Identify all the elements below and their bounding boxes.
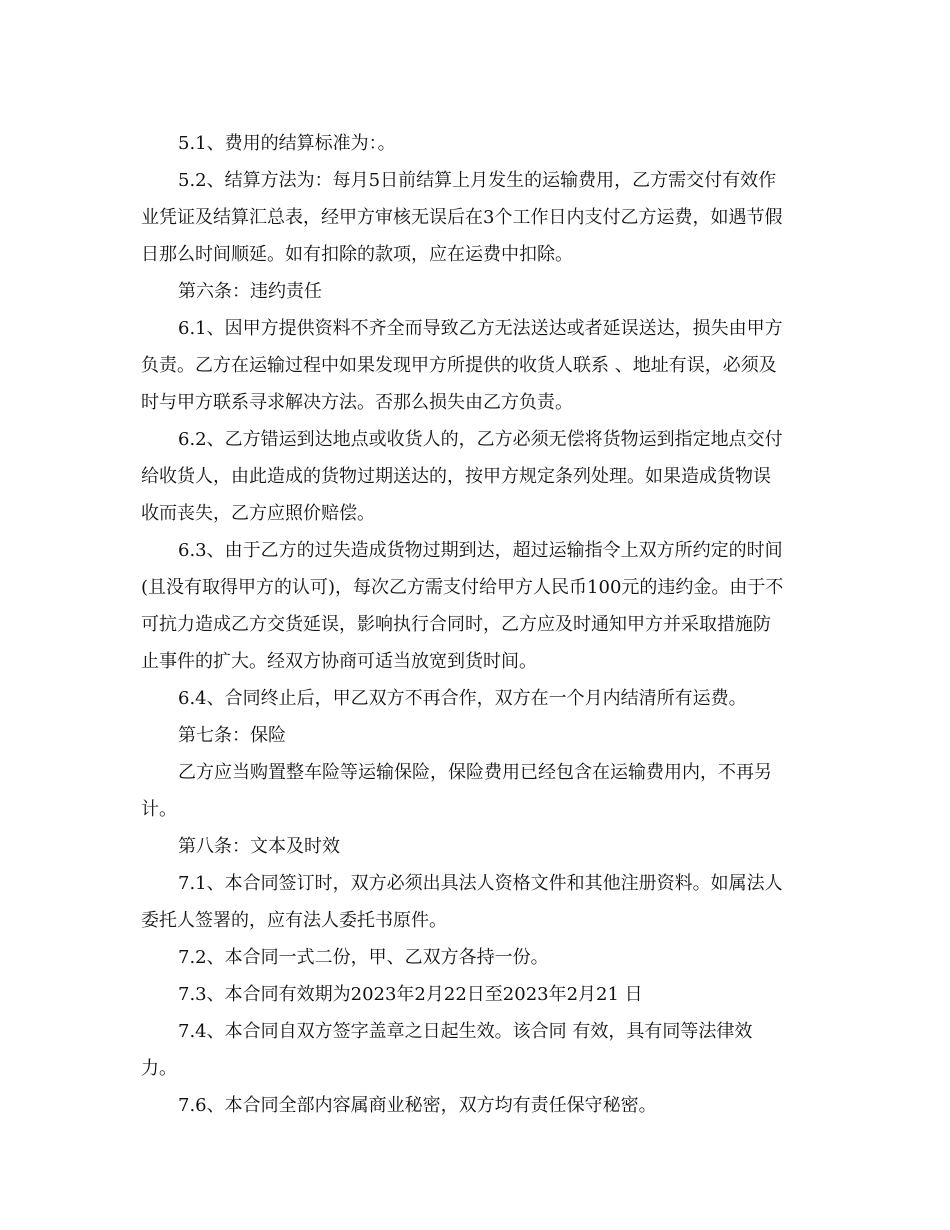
clause-6-3-line-3: 可抗力造成乙方交货延误，影响执行合同时，乙方应及时通知甲方并采取措施防 [141,614,771,635]
article-7-heading: 第七条：保险 [178,725,286,746]
clause-6-1-line-1: 6.1、因甲方提供资料不齐全而导致乙方无法送达或者延误送达，损失由甲方 [178,318,783,339]
clause-5-2-line-1: 5.2、结算方法为：每月5日前结算上月发生的运输费用，乙方需交付有效作 [178,170,777,191]
clause-6-3-line-2: (且没有取得甲方的认可)，每次乙方需支付给甲方人民币100元的违约金。由于不 [141,577,784,598]
clause-5-2-line-2: 业凭证及结算汇总表，经甲方审核无误后在3个工作日内支付乙方运费，如遇节假 [141,207,783,228]
clause-7-1-line-2: 委托人签署的，应有法人委托书原件。 [141,910,447,931]
clause-6-3-line-4: 止事件的扩大。经双方协商可适当放宽到货时间。 [141,651,537,672]
clause-6-2-line-2: 给收货人，由此造成的货物过期送达的，按甲方规定条列处理。如果造成货物误 [141,466,771,487]
clause-7-1-line-1: 7.1、本合同签订时，双方必须出具法人资格文件和其他注册资料。如属法人 [178,873,783,894]
insurance-paragraph-line-1: 乙方应当购置整车险等运输保险，保险费用已经包含在运输费用内，不再另 [178,762,772,783]
clause-7-6-line: 7.6、本合同全部内容属商业秘密，双方均有责任保守秘密。 [178,1095,657,1116]
clause-5-1-line: 5.1、费用的结算标准为：。 [178,133,396,154]
clause-6-4-line: 6.4、合同终止后，甲乙双方不再合作，双方在一个月内结清所有运费。 [178,688,747,709]
clause-6-2-line-1: 6.2、乙方错运到达地点或收货人的，乙方必须无偿将货物运到指定地点交付 [178,429,783,450]
clause-5-2-line-3: 日那么时间顺延。如有扣除的款项，应在运费中扣除。 [141,244,573,265]
insurance-paragraph-line-2: 计。 [141,799,177,820]
article-6-heading: 第六条：违约责任 [178,281,322,302]
clause-7-4-line-1: 7.4、本合同自双方签字盖章之日起生效。该合同 有效，具有同等法律效 [178,1021,753,1042]
clause-7-2-line: 7.2、本合同一式二份，甲、乙双方各持一份。 [178,947,549,968]
clause-7-4-line-2: 力。 [141,1058,177,1079]
clause-6-1-line-2: 负责。乙方在运输过程中如果发现甲方所提供的收货人联系 、地址有误，必须及 [141,355,777,376]
clause-6-2-line-3: 收而丧失，乙方应照价赔偿。 [141,503,375,524]
article-8-heading: 第八条：文本及时效 [178,836,340,857]
clause-7-3-line: 7.3、本合同有效期为2023年2月22日至2023年2月21 日 [178,984,643,1005]
clause-6-3-line-1: 6.3、由于乙方的过失造成货物过期到达，超过运输指令上双方所约定的时间 [178,540,783,561]
clause-6-1-line-3: 时与甲方联系寻求解决方法。否那么损失由乙方负责。 [141,392,573,413]
